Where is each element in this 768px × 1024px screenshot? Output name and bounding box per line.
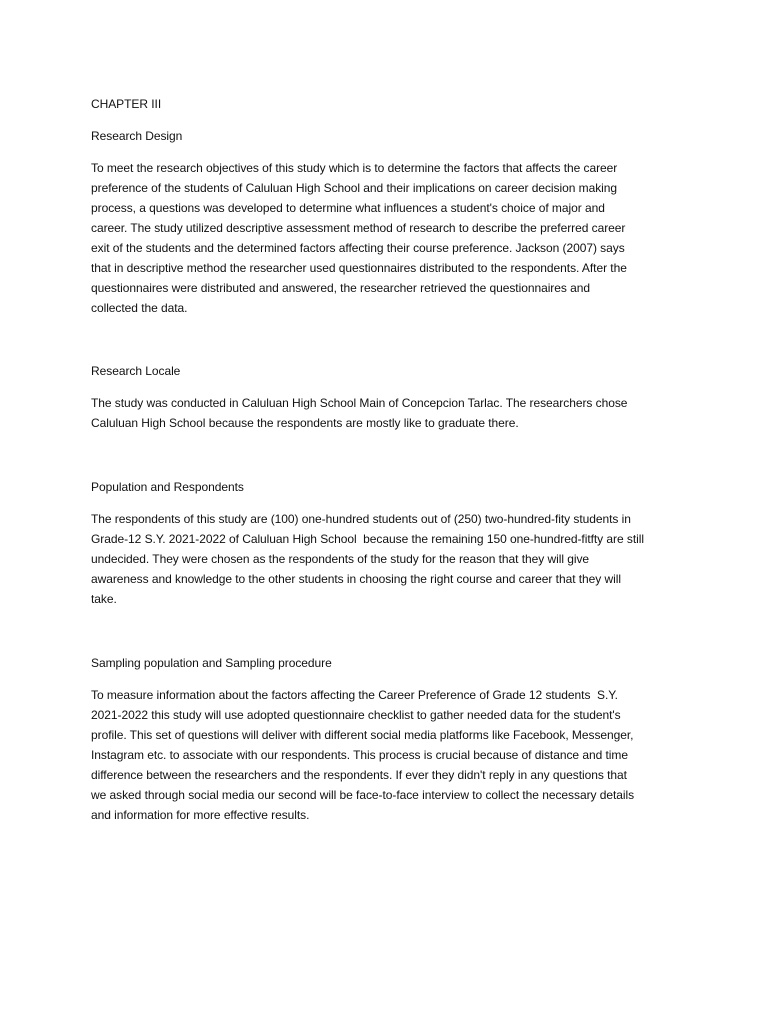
paragraph-research-design: [91, 158, 691, 318]
text-line: profile. This set of questions will deliver with different social media platforms like Facebook, Messenger,: [91, 728, 634, 742]
paragraph-sampling: [91, 685, 691, 825]
section-heading-research-locale: Research Locale: [91, 364, 181, 378]
text-line: Grade-12 S.Y. 2021-2022 of Caluluan High School because the remaining 150 one-hundred-fitfty are still: [91, 532, 644, 546]
document-body: [91, 94, 691, 825]
text-line: exit of the students and the determined factors affecting their course preference. Jackson (2007) says: [91, 241, 625, 255]
section-heading-population: Population and Respondents: [91, 480, 244, 494]
text-line: To measure information about the factors affecting the Career Preference of Grade 12 students S.Y.: [91, 688, 618, 702]
text-line: The respondents of this study are (100) one-hundred students out of (250) two-hundred-fity students in: [91, 512, 631, 526]
text-line: preference of the students of Caluluan High School and their implications on career decision making: [91, 181, 618, 195]
text-line: To meet the research objectives of this study which is to determine the factors that affects the career: [91, 161, 618, 175]
text-line: collected the data.: [91, 301, 188, 315]
text-line: we asked through social media our second will be face-to-face interview to collect the necessary details: [91, 788, 635, 802]
text-line: process, a questions was developed to determine what influences a student's choice of major and: [91, 201, 605, 215]
text-line: career. The study utilized descriptive assessment method of research to describe the preferred career: [91, 221, 626, 235]
paragraph-population: [91, 509, 691, 609]
paragraph-research-locale: [91, 393, 691, 433]
text-line: take.: [91, 592, 117, 606]
text-line: undecided. They were chosen as the respondents of the study for the reason that they will give: [91, 552, 590, 566]
text-line: questionnaires were distributed and answered, the researcher retrieved the questionnaires and: [91, 281, 590, 295]
text-line: that in descriptive method the researcher used questionnaires distributed to the respondents. After the: [91, 261, 627, 275]
text-line: The study was conducted in Caluluan High School Main of Concepcion Tarlac. The researchers chose: [91, 396, 628, 410]
text-line: awareness and knowledge to the other students in choosing the right course and career that they will: [91, 572, 621, 586]
text-line: 2021-2022 this study will use adopted questionnaire checklist to gather needed data for the student's: [91, 708, 621, 722]
chapter-title: CHAPTER III: [91, 97, 162, 111]
text-line: difference between the researchers and the respondents. If ever they didn't reply in any questions that: [91, 768, 627, 782]
text-line: Caluluan High School because the respondents are mostly like to graduate there.: [91, 416, 519, 430]
text-line: and information for more effective results.: [91, 808, 310, 822]
section-heading-sampling: Sampling population and Sampling procedure: [91, 656, 332, 670]
text-line: Instagram etc. to associate with our respondents. This process is crucial because of distance and time: [91, 748, 628, 762]
section-heading-research-design: Research Design: [91, 129, 183, 143]
